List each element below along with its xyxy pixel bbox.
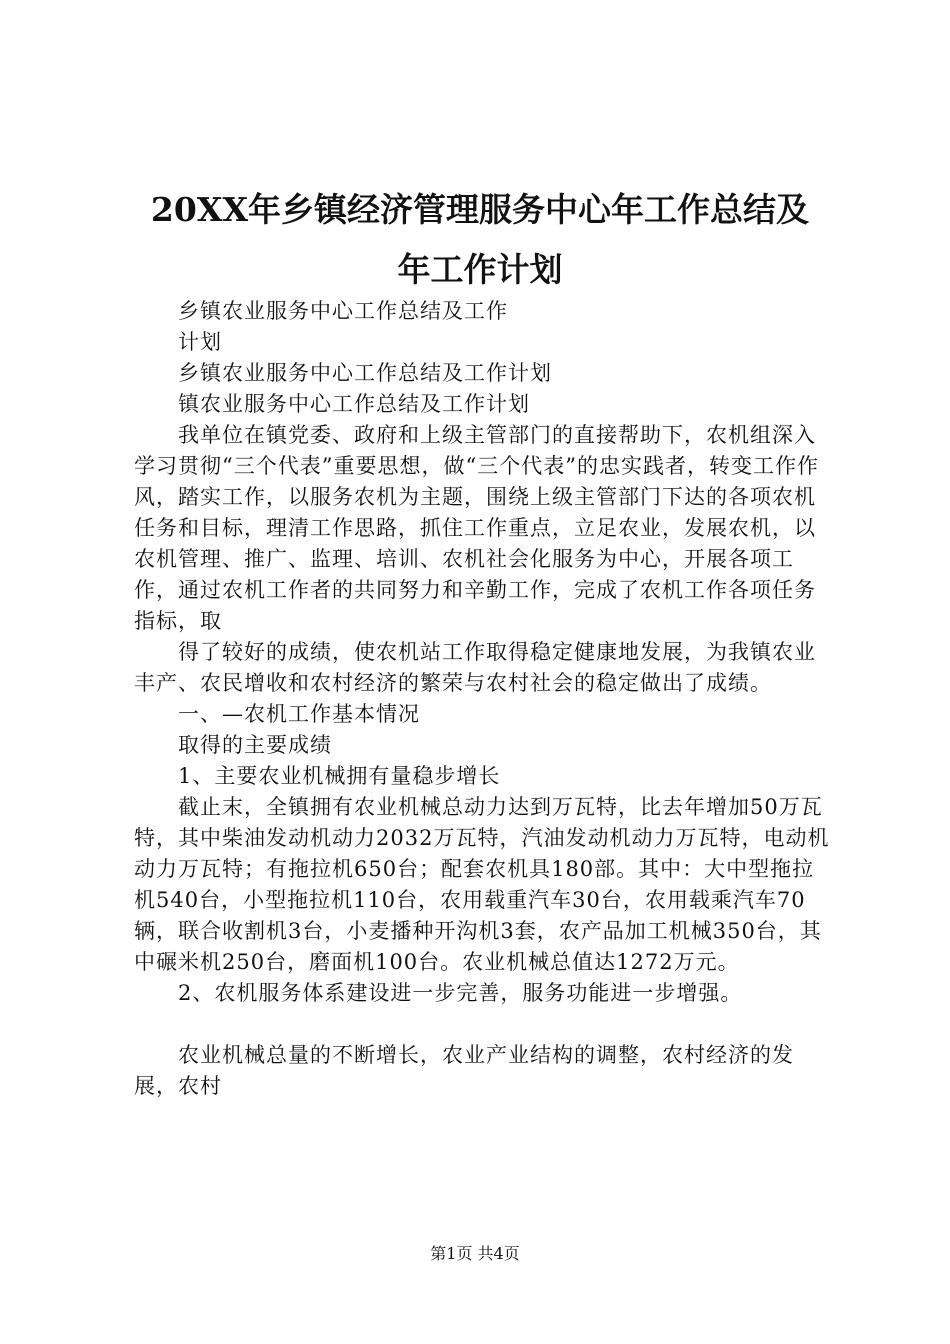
paragraph-2: 计划 xyxy=(178,330,222,354)
item-heading-1: 1、主要农业机械拥有量稳步增长 xyxy=(178,764,501,788)
document-body xyxy=(134,296,836,1102)
paragraph-1: 乡镇农业服务中心工作总结及工作 xyxy=(178,299,508,323)
paragraph-3: 乡镇农业服务中心工作总结及工作计划 xyxy=(178,361,552,385)
section-heading-1: 一、—农机工作基本情况 xyxy=(178,702,420,726)
blank-line xyxy=(134,1009,836,1040)
document-title-line-1: 20XX年乡镇经济管理服务中心年工作总结及 xyxy=(150,190,810,229)
paragraph-4: 镇农业服务中心工作总结及工作计划 xyxy=(178,392,530,416)
paragraph-5: 我单位在镇党委、政府和上级主管部门的直接帮助下，农机组深入学习贯彻“三个代表”重要思想，做“三个代表”的忠实践者，转变工作作风，踏实工作，以服务农机为主题，围绕上级主管部门下达的各项农机任务和目标，理清工作思路，抓住工作重点，立足农业，发展农机，以农机管理、推广、监理、培训、农机社会化服务为中心，开展各项工作，通过农机工作者的共同努力和辛勤工作，完成了农机工作各项任务指标，取 xyxy=(134,423,819,633)
document-title-line-2: 年工作计划 xyxy=(397,250,563,289)
page-footer: 第1页 共4页 xyxy=(430,1244,520,1263)
paragraph-6: 得了较好的成绩，使农机站工作取得稳定健康地发展，为我镇农业丰产、农民增收和农村经济的繁荣与农村社会的稳定做出了成绩。 xyxy=(134,640,816,695)
paragraph-machinery: 截止末，全镇拥有农业机械总动力达到万瓦特，比去年增加50万瓦特，其中柴油发动机动力2032万瓦特，汽油发动机动力万瓦特，电动机动力万瓦特；有拖拉机650台；配套农机具180部。其中：大中型拖拉机540台，小型拖拉机110台，农用载重汽车30台，农用载乘汽车70辆，联合收割机3台，小麦播种开沟机3套，农产品加工机械350台，其中碾米机250台，磨面机100台。农业机械总值达1272万元。 xyxy=(134,795,830,974)
paragraph-last: 农业机械总量的不断增长，农业产业结构的调整，农村经济的发展，农村 xyxy=(134,1043,794,1098)
section-subheading: 取得的主要成绩 xyxy=(178,733,332,757)
item-heading-2: 2、农机服务体系建设进一步完善，服务功能进一步增强。 xyxy=(178,981,743,1005)
